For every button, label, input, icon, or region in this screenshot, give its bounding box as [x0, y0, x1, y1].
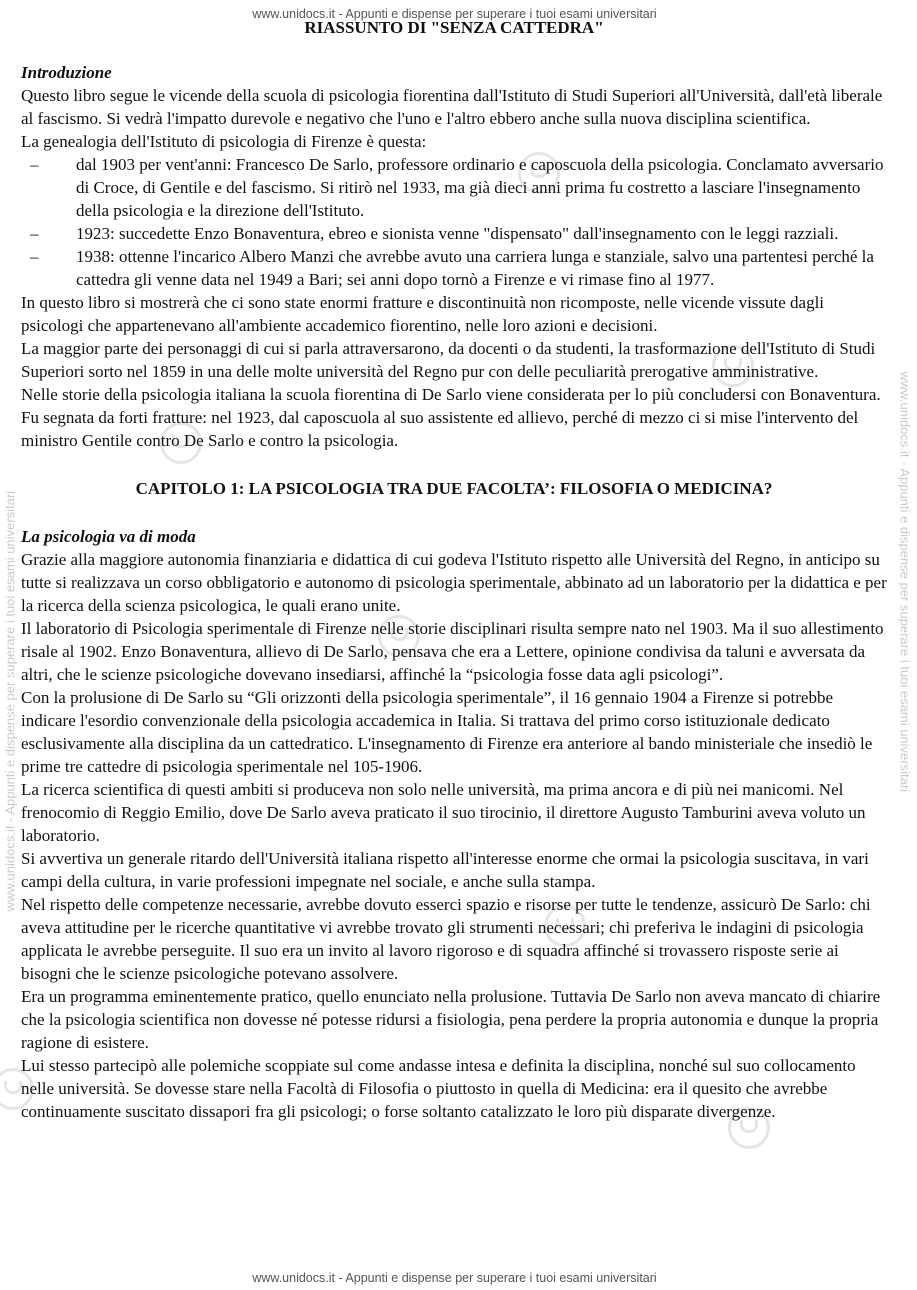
chapter-paragraph: Grazie alla maggiore autonomia finanziaria e didattica di cui godeva l'Istituto rispetto alle Università del Regno, in anticipo su tutte si realizzava un corso obbligatorio e autonomo di psicologia sperimentale, abbinato ad un laboratorio per la didattica e per la ricerca della scienza psicologica, le quali erano unite.: [21, 550, 887, 615]
document-content: [21, 16, 887, 1123]
chapter-paragraph: Lui stesso partecipò alle polemiche scoppiate sul come andasse intesa e definita la disciplina, nonché sul suo collocamento nelle università. Se dovesse stare nella Facoltà di Filosofia o piuttosto in quella di Medicina: era il quesito che avrebbe continuamente suscitato dissapori fra gli psicologi; o forse soltanto catalizzato le loro più disparate divergenze.: [21, 1056, 856, 1121]
intro-paragraph: In questo libro si mostrerà che ci sono state enormi fratture e discontinuità non ricomposte, nelle vicende vissute dagli psicologi che appartenevano all'ambiente accademico fiorentino, nelle loro azioni e decisioni.: [21, 293, 825, 335]
genealogy-list: [21, 153, 887, 291]
chapter-paragraph: La ricerca scientifica di questi ambiti si produceva non solo nelle università, ma prima ancora e di più nei manicomi. Nel frenocomio di Reggio Emilio, dove De Sarlo aveva praticato il suo tirocinio, il direttore Augusto Tamburini aveva voluto un laboratorio.: [21, 780, 866, 845]
chapter-paragraph: Era un programma eminentemente pratico, quello enunciato nella prolusione. Tuttavia De Sarlo non aveva mancato di chiarire che la psicologia scientifica non dovesse né potesse ridursi a fisiologia, pena perdere la propria autonomia e dunque la propria ragione di esistere.: [21, 987, 881, 1052]
watermark-bottom: www.unidocs.it - Appunti e dispense per superare i tuoi esami universitari: [252, 1271, 657, 1285]
list-item: – dal 1903 per vent'anni: Francesco De Sarlo, professore ordinario e caposcuola della psicologia. Conclamato avversario di Croce, di Gentile e del fascismo. Si ritirò nel 1933, ma già dieci anni prima fu costretto a lasciare l'insegnamento della psicologia e la direzione dell'Istituto.: [21, 153, 887, 222]
chapter-paragraph: Il laboratorio di Psicologia sperimentale di Firenze nelle storie disciplinari risulta sempre nato nel 1903. Ma il suo allestimento risale al 1902. Enzo Bonaventura, allievo di De Sarlo, pensava che era a Lettere, opinione condivisa da taluni e avversata da altri, che le scienze psicologiche dovevano insediarsi, affinché la “psicologia fosse data agli psicologi”.: [21, 619, 884, 684]
chapter-paragraph: Nel rispetto delle competenze necessarie, avrebbe dovuto esserci spazio e risorse per tutte le tendenze, assicurò De Sarlo: chi aveva attitudine per le ricerche quantitative vi avrebbe trovato gli strumenti necessari; chi preferiva le indagini di psicologia applicata le avrebbe perseguite. Il suo era un invito al lavoro rigoroso e di squadra affinché si trovassero risposte serie ai bisogni che le scienze psicologiche potevano assolvere.: [21, 895, 871, 983]
chapter-paragraph: Con la prolusione di De Sarlo su “Gli orizzonti della psicologia sperimentale”, il 16 gennaio 1904 a Firenze si potrebbe indicare l'esordio convenzionale della psicologia accademica in Italia. Si trattava del primo corso istituzionale dedicato esclusivamente alla disciplina da un cattedratico. L'insegnamento di Firenze era anteriore al bando ministeriale che insediò le prime tre cattedre di psicologia sperimentale nel 105-1906.: [21, 688, 873, 776]
list-item: – 1923: succedette Enzo Bonaventura, ebreo e sionista venne "dispensato" dall'insegnamento con le leggi razziali.: [21, 222, 887, 245]
intro-paragraph: Questo libro segue le vicende della scuola di psicologia fiorentina dall'Istituto di Studi Superiori all'Università, dall'età liberale al fascismo. Si vedrà l'impatto durevole e negativo che l'uno e l'altro ebbero anche sulla nuova disciplina scientifica.: [21, 86, 883, 128]
watermark-left: www.unidocs.it - Appunti e dispense per superare i tuoi esami universitari: [2, 490, 18, 912]
watermark-top: www.unidocs.it - Appunti e dispense per superare i tuoi esami universitari: [252, 7, 657, 21]
intro-paragraph: Nelle storie della psicologia italiana la scuola fiorentina di De Sarlo viene considerata per lo più concludersi con Bonaventura. Fu segnata da forti fratture: nel 1923, dal caposcuola al suo assistente ed allievo, perché di mezzo ci si mise l'intervento del ministro Gentile contro De Sarlo e contro la psicologia.: [21, 385, 881, 450]
document-title: RIASSUNTO DI "SENZA CATTEDRA": [304, 18, 604, 37]
intro-heading: Introduzione: [21, 63, 112, 82]
watermark-right: www.unidocs.it - Appunti e dispense per superare i tuoi esami universitari: [897, 371, 913, 793]
chapter-title: CAPITOLO 1: LA PSICOLOGIA TRA DUE FACOLTA’: FILOSOFIA O MEDICINA?: [135, 479, 773, 498]
intro-paragraph: La maggior parte dei personaggi di cui si parla attraversarono, da docenti o da studenti, la trasformazione dell'Istituto di Studi Superiori sorto nel 1859 in una delle molte università del Regno pur con delle peculiarità prerogative amministrative.: [21, 339, 876, 381]
list-item: – 1938: ottenne l'incarico Albero Manzi che avrebbe avuto una carriera lunga e stanziale, salvo una partentesi perché la cattedra gli venne data nel 1949 a Bari; sei anni dopo tornò a Firenze e vi rimase fino al 1977.: [21, 245, 887, 291]
chapter-paragraph: Si avvertiva un generale ritardo dell'Università italiana rispetto all'interesse enorme che ormai la psicologia suscitava, in vari campi della cultura, in varie professioni impegnate nel sociale, e anche sulla stampa.: [21, 849, 869, 891]
intro-paragraph: La genealogia dell'Istituto di psicologia di Firenze è questa:: [21, 132, 427, 151]
section-heading: La psicologia va di moda: [21, 527, 196, 546]
